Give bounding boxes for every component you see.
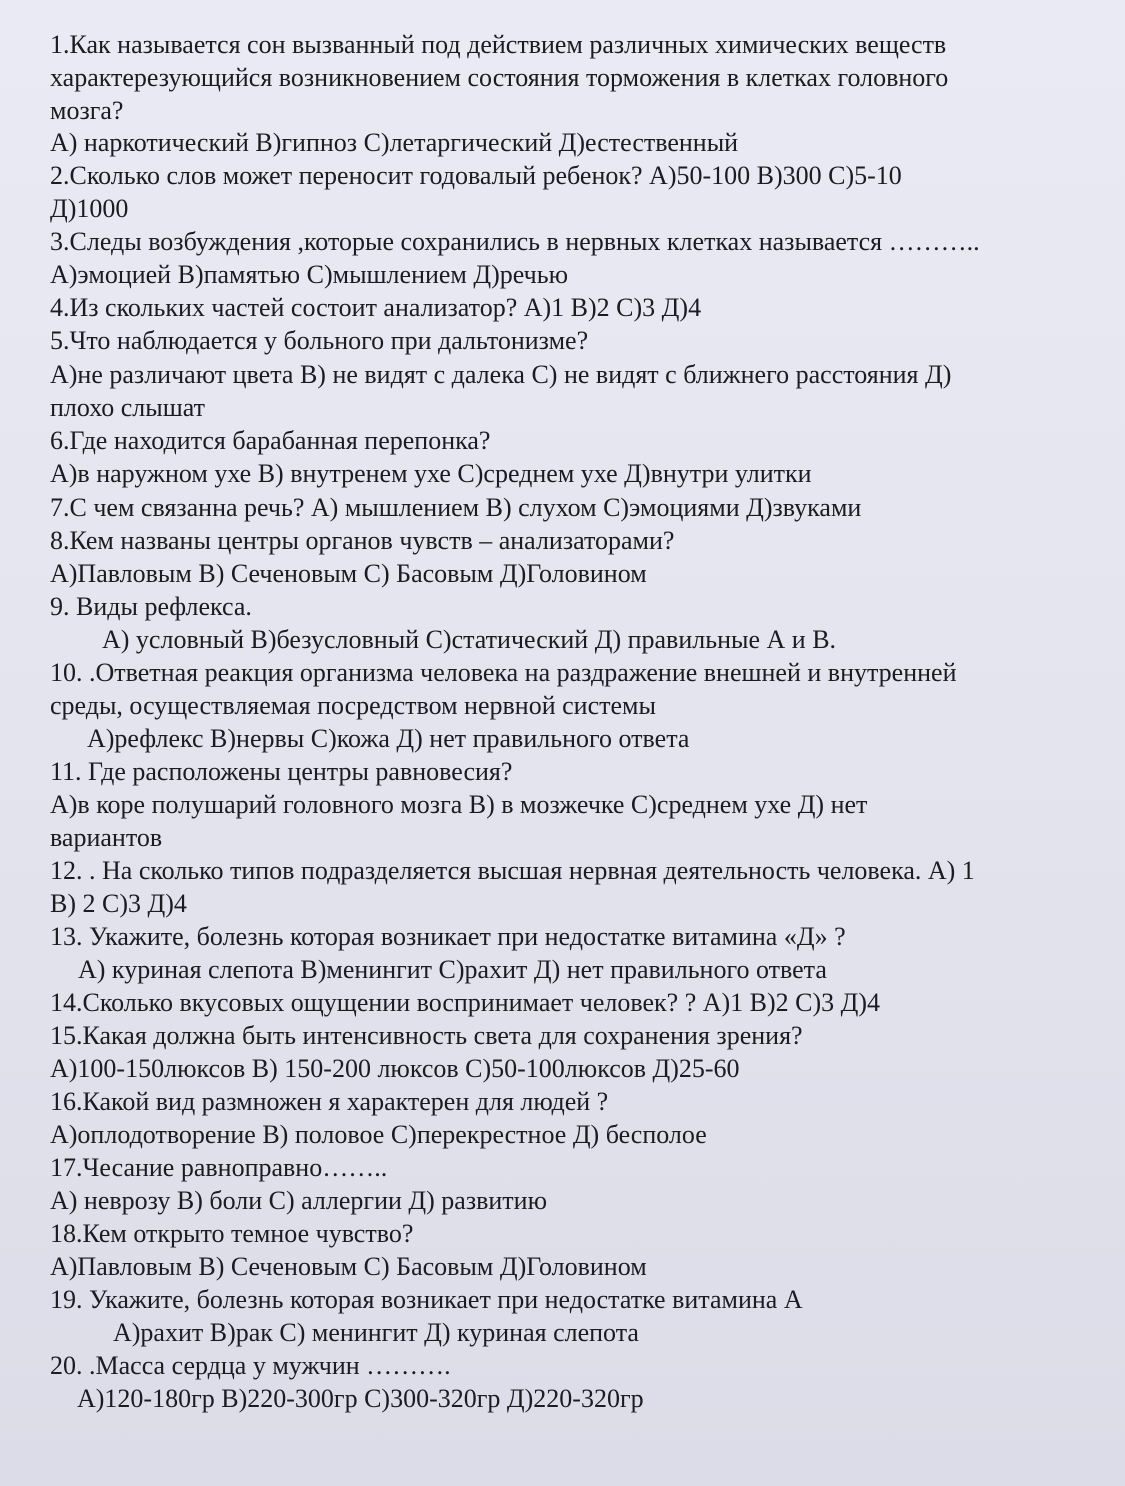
question-20-line: 20. .Масса сердца у мужчин ………. <box>50 1351 451 1380</box>
question-5-answers-2: плохо слышат <box>50 393 205 422</box>
question-2-line-1: 2.Сколько слов может переносит годовалый ребенок? А)50-100 В)300 С)5-10 <box>50 161 902 190</box>
question-12-line: 12. . На сколько типов подразделяется высшая нервная деятельность человека. А) 1 <box>50 856 975 885</box>
question-2-line-2: Д)1000 <box>50 194 129 223</box>
question-5-answers-1: А)не различают цвета В) не видят с далека С) не видят с ближнего расстояния Д) <box>50 360 952 389</box>
question-6-answers: А)в наружном ухе В) внутренем ухе С)среднем ухе Д)внутри улитки <box>50 459 812 488</box>
question-19-answers: А)рахит В)рак С) менингит Д) куриная слепота <box>113 1318 639 1347</box>
question-1-line-3: мозга? <box>50 96 124 125</box>
question-19-line: 19. Укажите, болезнь которая возникает при недостатке витамина А <box>50 1285 803 1314</box>
question-9-line: 9. Виды рефлекса. <box>50 592 252 621</box>
question-14-line: 14.Сколько вкусовых ощущении воспринимает человек? ? А)1 В)2 С)3 Д)4 <box>50 988 881 1017</box>
question-16-line: 16.Какой вид размножен я характерен для людей ? <box>50 1087 609 1116</box>
question-7-line: 7.С чем связанна речь? А) мышлением В) слухом С)эмоциями Д)звуками <box>50 493 862 522</box>
question-4-line: 4.Из скольких частей состоит анализатор? А)1 В)2 С)3 Д)4 <box>50 293 702 322</box>
question-17-answers: А) неврозу В) боли С) аллергии Д) развитию <box>50 1186 548 1215</box>
question-11-answers-2: вариантов <box>50 823 163 852</box>
question-9-answers: А) условный В)безусловный С)статический Д) правильные А и В. <box>102 625 837 654</box>
question-3-line-1: 3.Следы возбуждения ,которые сохранились в нервных клетках называется ……….. <box>50 227 980 256</box>
question-20-answers: А)120-180гр В)220-300гр С)300-320гр Д)220-320гр <box>77 1384 644 1413</box>
question-18-line: 18.Кем открыто темное чувство? <box>50 1219 414 1248</box>
question-1-answers: А) наркотический В)гипноз С)летаргический Д)естественный <box>50 128 739 157</box>
question-8-answers: А)Павловым В) Сеченовым С) Басовым Д)Головином <box>50 559 647 588</box>
question-1-line-2: характерезующийся возникновением состояния торможения в клетках головного <box>50 63 949 92</box>
question-5-line: 5.Что наблюдается у больного при дальтонизме? <box>50 326 589 355</box>
question-10-line-1: 10. .Ответная реакция организма человека на раздражение внешней и внутренней <box>50 658 957 687</box>
question-13-answers: А) куриная слепота В)менингит С)рахит Д) нет правильного ответа <box>78 955 827 984</box>
question-8-line: 8.Кем названы центры органов чувств – анализаторами? <box>50 526 675 555</box>
question-12-answers: В) 2 С)3 Д)4 <box>50 889 187 918</box>
question-11-line: 11. Где расположены центры равновесия? <box>50 757 513 786</box>
question-18-answers: А)Павловым В) Сеченовым С) Басовым Д)Головином <box>50 1252 647 1281</box>
question-11-answers-1: А)в коре полушарий головного мозга В) в мозжечке С)среднем ухе Д) нет <box>50 790 868 819</box>
question-15-answers: А)100-150люксов В) 150-200 люксов С)50-100люксов Д)25-60 <box>50 1054 740 1083</box>
question-10-answers: А)рефлекс В)нервы С)кожа Д) нет правильного ответа <box>87 724 690 753</box>
question-13-line: 13. Укажите, болезнь которая возникает при недостатке витамина «Д» ? <box>50 922 846 951</box>
question-10-line-2: среды, осуществляемая посредством нервной системы <box>50 691 656 720</box>
question-15-line: 15.Какая должна быть интенсивность света для сохранения зрения? <box>50 1021 803 1050</box>
question-6-line: 6.Где находится барабанная перепонка? <box>50 426 491 455</box>
question-3-answers: А)эмоцией В)памятью С)мышлением Д)речью <box>50 260 569 289</box>
question-16-answers: А)оплодотворение В) половое С)перекрестное Д) бесполое <box>50 1120 707 1149</box>
question-1-line-1: 1.Как называется сон вызванный под действием различных химических веществ <box>50 30 947 59</box>
question-17-line: 17.Чесание равноправно…….. <box>50 1153 388 1182</box>
